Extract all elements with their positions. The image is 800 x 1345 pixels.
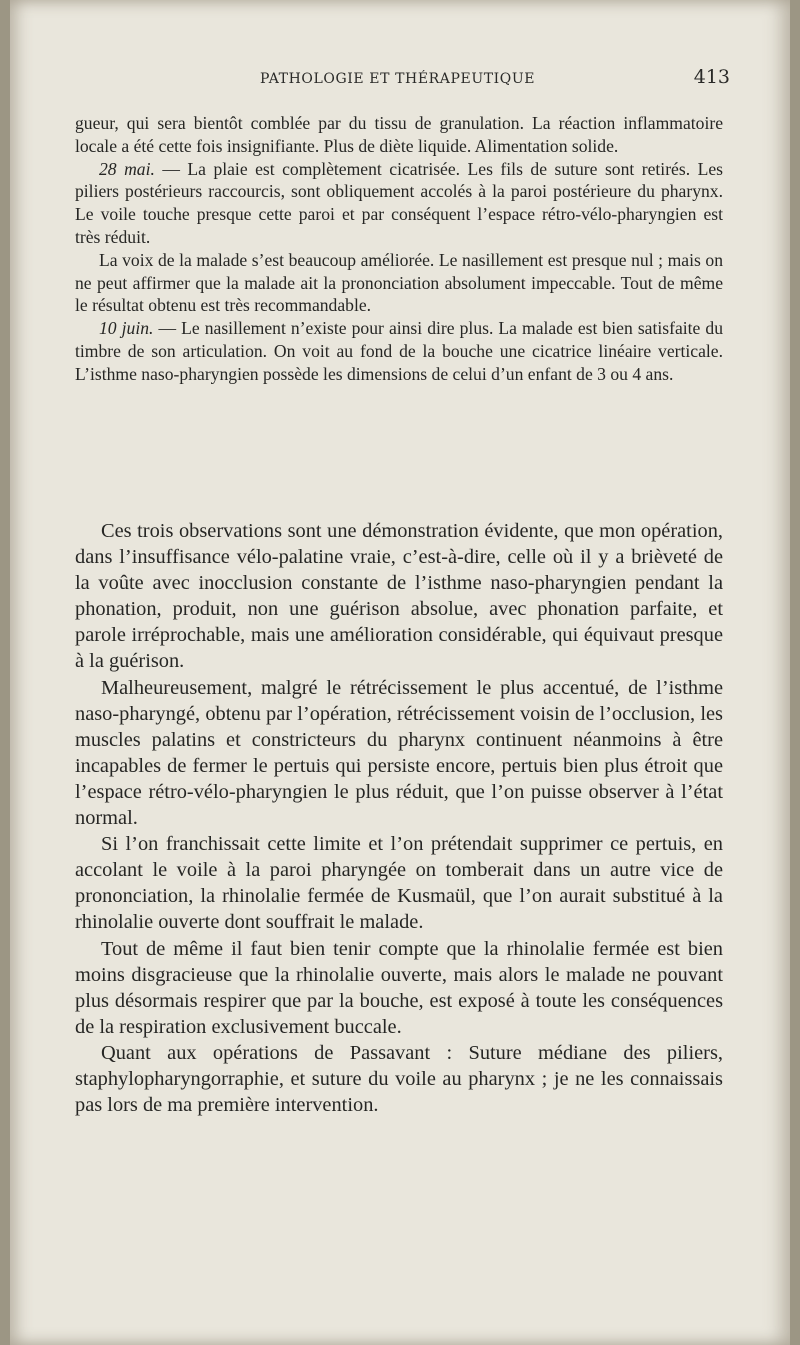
body-paragraph: Si l’on franchissait cette limite et l’on prétendait supprimer ce pertuis, en accolant le voile à la paroi pharyngée on tomberait dans un autre vice de prononciation, la rhinolalie fermée de Kusmaül, que l’on aurait substitué à la rhinolalie ouverte dont souffrait le malade. (75, 833, 723, 934)
observation-paragraph (75, 317, 723, 385)
observation-date: 28 mai. (99, 158, 155, 179)
observation-text: gueur, qui sera bientôt comblée par du tissu de granulation. La réaction inflammatoire locale a été cette fois insignifiante. Plus de diète liquide. Alimentation solide. (75, 113, 723, 156)
observation-text: La voix de la malade s’est beaucoup améliorée. Le nasillement est presque nul ; mais on ne peut affirmer que la malade ait la prononciation absolument impeccable. Tout de même le résultat obtenu est très recommandable. (75, 249, 723, 316)
body-paragraph: Ces trois observations sont une démonstration évidente, que mon opération, dans l’insuffisance vélo-palatine vraie, c’est-à-dire, celle où il y a brièveté de la voûte avec inocclusion constante de l’isthme naso-pharyngien pendant la phonation, produit, non une guérison absolue, avec phonation parfaite, et parole irréprochable, mais une amélioration considérable, qui équivaut presque à la guérison. (75, 520, 723, 673)
observation-paragraph (75, 249, 723, 317)
observation-date: 10 juin. (99, 318, 154, 339)
observation-text: — La plaie est complètement cicatrisée. Les fils de suture sont retirés. Les piliers postérieurs raccourcis, sont obliquement accolés à la paroi postérieure du pharynx. Le voile touche presque cette paroi et par conséquent l’espace rétro-vélo-pharyngien est très réduit. (75, 158, 723, 247)
book-page (10, 0, 790, 1345)
running-title: PATHOLOGIE ET THÉRAPEUTIQUE (260, 71, 536, 87)
observation-notes (75, 112, 723, 386)
observation-text: — Le nasillement n’existe pour ainsi dire plus. La malade est bien satisfaite du timbre de son articulation. On voit au fond de la bouche une cicatrice linéaire verticale. L’isthme naso-pharyngien possède les dimensions de celui d’un enfant de 3 ou 4 ans. (75, 318, 723, 384)
body-paragraph: Quant aux opérations de Passavant : Suture médiane des piliers, staphylopharyngorraphie, et suture du voile au pharynx ; je ne les connaissais pas lors de ma première intervention. (75, 1041, 723, 1117)
page-header (260, 66, 730, 92)
observation-paragraph (75, 158, 723, 249)
body-paragraph: Malheureusement, malgré le rétrécissement le plus accentué, de l’isthme naso-pharyngé, obtenu par l’opération, rétrécissement voisin de l’occlusion, les muscles palatins et constricteurs du pharynx continuent néanmoins à être incapables de fermer le pertuis qui persiste encore, pertuis bien plus étroit que l’espace rétro-vélo-pharyngien le plus réduit, que l’on puisse observer à l’état normal. (75, 676, 723, 830)
page-number: 413 (693, 66, 730, 88)
main-text (75, 518, 723, 1118)
observation-paragraph (75, 112, 723, 158)
body-paragraph: Tout de même il faut bien tenir compte que la rhinolalie fermée est bien moins disgracieuse que la rhinolalie ouverte, mais alors le malade ne pouvant plus désormais respirer que par la bouche, est exposé à toute les conséquences de la respiration exclusivement buccale. (75, 937, 723, 1038)
